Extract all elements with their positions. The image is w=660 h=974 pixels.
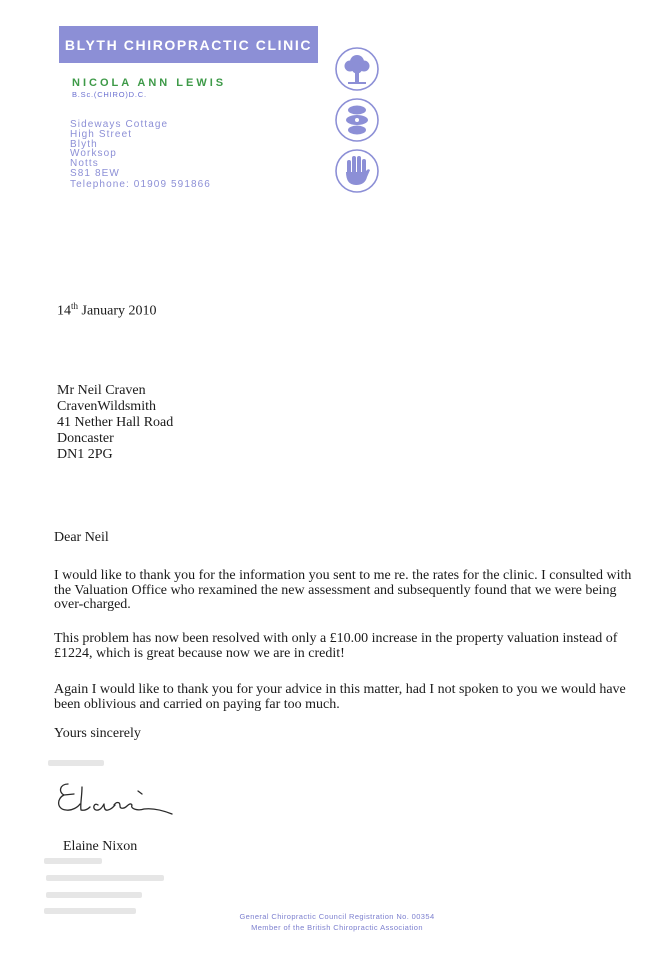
- faint-show-through: [46, 892, 142, 898]
- address-line: S81 8EW: [70, 167, 120, 179]
- spine-vertebrae-icon: [334, 97, 380, 143]
- recipient-line: DN1 2PG: [57, 447, 113, 462]
- practitioner-name: NICOLA ANN LEWIS: [72, 77, 227, 89]
- faint-show-through: [44, 858, 102, 864]
- body-paragraph: This problem has now been resolved with only a £10.00 increase in the property valuation instead of £1224, which is great because now we are in credit!: [54, 631, 618, 661]
- address-line: Notts: [70, 158, 99, 170]
- faint-show-through: [44, 908, 136, 914]
- clinic-address: [70, 120, 211, 190]
- date-day: 14: [57, 303, 71, 319]
- address-line: Blyth: [70, 138, 98, 150]
- hand-icon: [334, 148, 380, 194]
- address-line: Sideways Cottage: [70, 119, 169, 130]
- registration-number: General Chiropractic Council Registration No. 00354: [239, 912, 435, 921]
- body-paragraph: I would like to thank you for the information you sent to me re. the rates for the clinic. I consulted with the Valuation Office who rexamined the new assessment and subsequently found that we were being over-charged.: [54, 568, 632, 613]
- recipient-address: [57, 383, 173, 463]
- association-membership: Member of the British Chiropractic Association: [251, 922, 423, 932]
- faint-show-through: [48, 760, 104, 766]
- date-month-year: January 2010: [78, 303, 157, 319]
- recipient-line: Doncaster: [57, 431, 114, 446]
- recipient-line: CravenWildsmith: [57, 399, 156, 414]
- signer-name: Elaine Nixon: [63, 839, 138, 854]
- address-line: Worksop: [70, 148, 117, 160]
- letterhead-footer: [192, 912, 482, 933]
- tree-icon: [334, 46, 380, 92]
- clinic-name-banner: BLYTH CHIROPRACTIC CLINIC: [59, 26, 318, 63]
- recipient-line: 41 Nether Hall Road: [57, 415, 174, 430]
- letter-date: [57, 301, 157, 320]
- closing: Yours sincerely: [54, 726, 141, 741]
- clinic-telephone: Telephone: 01909 591866: [70, 178, 211, 190]
- address-line: High Street: [70, 128, 133, 140]
- recipient-line: Mr Neil Craven: [57, 383, 146, 398]
- faint-show-through: [46, 875, 164, 881]
- handwritten-signature: [54, 778, 179, 818]
- date-ordinal-suffix: th: [71, 301, 79, 311]
- body-paragraph: Again I would like to thank you for your advice in this matter, had I not spoken to you we would have been oblivious and carried on paying far too much.: [54, 682, 626, 712]
- practitioner-qualifications: B.Sc.(CHIRO)D.C.: [72, 90, 147, 99]
- salutation: Dear Neil: [54, 530, 109, 545]
